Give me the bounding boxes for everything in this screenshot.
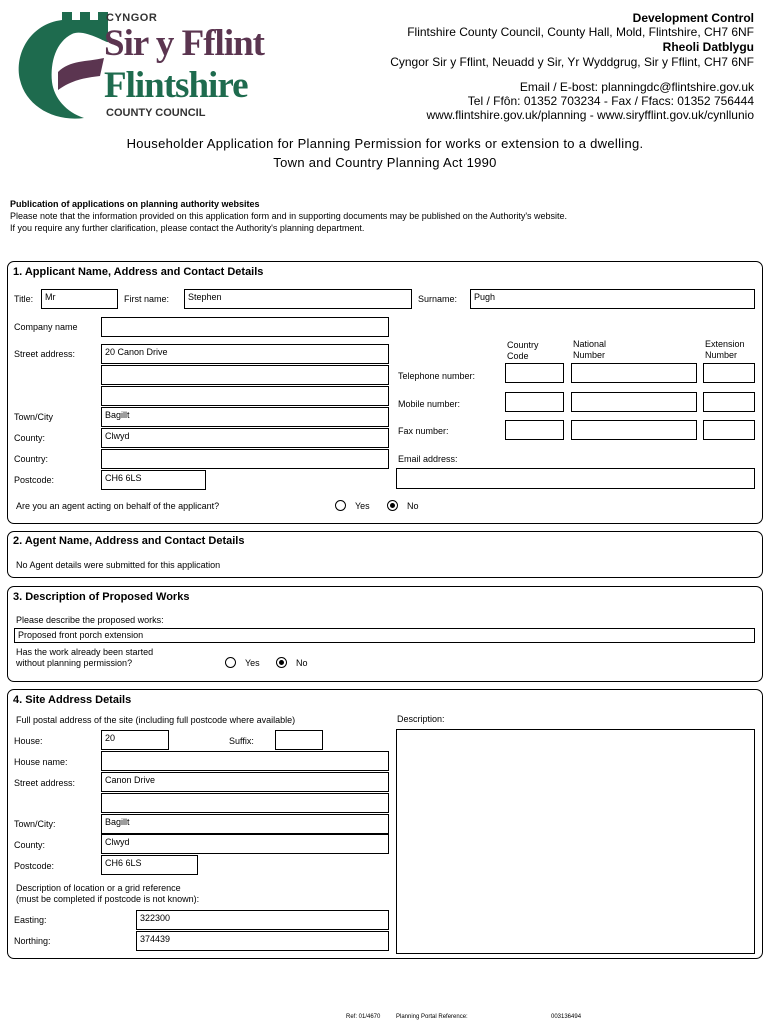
site-postcode-label: Postcode: — [14, 861, 55, 871]
mobile-country-code-field[interactable] — [505, 392, 564, 412]
town-label: Town/City — [14, 412, 54, 422]
first-name-field[interactable]: Stephen — [184, 289, 412, 309]
easting-label: Easting: — [14, 915, 47, 925]
site-description-field[interactable] — [396, 729, 755, 954]
house-name-field[interactable] — [101, 751, 389, 771]
house-label: House: — [14, 736, 43, 746]
northing-label: Northing: — [14, 936, 51, 946]
site-postcode-field[interactable]: CH6 6LS — [101, 855, 198, 875]
site-street-field-1[interactable]: Canon Drive — [101, 772, 389, 792]
street-address-label: Street address: — [14, 349, 76, 359]
started-no-label: No — [296, 658, 308, 668]
logo-flintshire: Flintshire — [104, 65, 248, 106]
fax-number-field[interactable] — [571, 420, 697, 440]
contact-web: www.flintshire.gov.uk/planning - www.siryfflint.gov.uk/cynllunio — [426, 108, 754, 122]
street-address-field-1[interactable]: 20 Canon Drive — [101, 344, 389, 364]
national-number-header-2: Number — [573, 350, 606, 360]
footer-portal-label: Planning Portal Reference: — [396, 1014, 468, 1020]
house-name-label: House name: — [14, 757, 68, 767]
dept-name-welsh: Rheoli Datblygu — [662, 40, 754, 54]
site-county-label: County: — [14, 840, 46, 850]
logo-sir-y-fflint: Sir y Fflint — [104, 23, 264, 64]
surname-field[interactable]: Pugh — [470, 289, 755, 309]
site-street-label: Street address: — [14, 778, 76, 788]
fax-country-code-field[interactable] — [505, 420, 564, 440]
telephone-country-code-field[interactable] — [505, 363, 564, 383]
extension-header-2: Number — [705, 350, 738, 360]
agent-none-text: No Agent details were submitted for this application — [16, 560, 221, 570]
mobile-extension-field[interactable] — [703, 392, 755, 412]
postcode-label: Postcode: — [14, 475, 55, 485]
email-label: Email address: — [398, 454, 458, 464]
section-1-title: 1. Applicant Name, Address and Contact Details — [13, 266, 264, 278]
dept-address-welsh: Cyngor Sir y Fflint, Neuadd y Sir, Yr Wyddgrug, Sir y Fflint, CH7 6NF — [390, 55, 754, 69]
site-town-field[interactable]: Bagillt — [101, 814, 389, 834]
fax-label: Fax number: — [398, 426, 449, 436]
street-address-field-2[interactable] — [101, 365, 389, 385]
company-name-field[interactable] — [101, 317, 389, 337]
country-code-header-2: Code — [507, 351, 529, 361]
house-field[interactable]: 20 — [101, 730, 169, 750]
site-street-field-2[interactable] — [101, 793, 389, 813]
surname-label: Surname: — [418, 294, 458, 304]
agent-no-radio[interactable] — [387, 500, 398, 511]
started-yes-radio[interactable] — [225, 657, 236, 668]
works-description-field[interactable]: Proposed front porch extension — [14, 628, 755, 643]
country-field[interactable] — [101, 449, 389, 469]
telephone-extension-field[interactable] — [703, 363, 755, 383]
publication-heading: Publication of applications on planning authority websites — [10, 199, 260, 209]
easting-field[interactable]: 322300 — [136, 910, 389, 930]
location-desc-line-1: Description of location or a grid reference — [16, 883, 181, 893]
first-name-label: First name: — [124, 294, 170, 304]
northing-field[interactable]: 374439 — [136, 931, 389, 951]
publication-note-2: If you require any further clarification, please contact the Authority's planning department. — [10, 223, 365, 233]
national-number-header-1: National — [573, 339, 607, 349]
section-3-title: 3. Description of Proposed Works — [13, 591, 190, 603]
contact-phone: Tel / Ffôn: 01352 703234 - Fax / Ffacs: 01352 756444 — [467, 94, 754, 108]
logo-cyngor: CYNGOR — [106, 12, 158, 24]
tower-emblem-icon — [14, 10, 109, 122]
extension-header-1: Extension — [705, 339, 745, 349]
dept-address: Flintshire County Council, County Hall, Mold, Flintshire, CH7 6NF — [407, 25, 754, 39]
telephone-number-field[interactable] — [571, 363, 697, 383]
company-name-label: Company name — [14, 322, 78, 332]
started-question-1: Has the work already been started — [16, 647, 154, 657]
town-field[interactable]: Bagillt — [101, 407, 389, 427]
publication-note-1: Please note that the information provided on this application form and in supporting documents may be published on the Authority's website. — [10, 211, 568, 221]
street-address-field-3[interactable] — [101, 386, 389, 406]
site-county-field[interactable]: Clwyd — [101, 834, 389, 854]
fax-extension-field[interactable] — [703, 420, 755, 440]
started-no-radio[interactable] — [276, 657, 287, 668]
telephone-label: Telephone number: — [398, 371, 476, 381]
email-field[interactable] — [396, 468, 755, 489]
suffix-field[interactable] — [275, 730, 323, 750]
works-prompt: Please describe the proposed works: — [16, 615, 164, 625]
postcode-field[interactable]: CH6 6LS — [101, 470, 206, 490]
agent-no-label: No — [407, 501, 419, 511]
mobile-label: Mobile number: — [398, 399, 461, 409]
section-2-title: 2. Agent Name, Address and Contact Details — [13, 535, 245, 547]
suffix-label: Suffix: — [229, 736, 254, 746]
footer-ref: Ref: 01/4670 — [346, 1014, 381, 1020]
county-label: County: — [14, 433, 46, 443]
site-town-label: Town/City: — [14, 819, 56, 829]
full-postal-label: Full postal address of the site (including full postcode where available) — [16, 715, 296, 725]
logo-county-council: COUNTY COUNCIL — [106, 107, 206, 119]
agent-yes-radio[interactable] — [335, 500, 346, 511]
council-logo — [14, 10, 274, 122]
title-label: Title: — [14, 294, 34, 304]
county-field[interactable]: Clwyd — [101, 428, 389, 448]
country-code-header-1: Country — [507, 340, 539, 350]
agent-question: Are you an agent acting on behalf of the applicant? — [16, 501, 220, 511]
location-desc-line-2: (must be completed if postcode is not known): — [16, 894, 200, 904]
mobile-number-field[interactable] — [571, 392, 697, 412]
form-subtitle: Town and Country Planning Act 1990 — [273, 155, 497, 170]
agent-yes-label: Yes — [355, 501, 370, 511]
form-title: Householder Application for Planning Permission for works or extension to a dwelling. — [126, 136, 644, 151]
footer-portal-value: 003136494 — [551, 1014, 582, 1020]
country-label: Country: — [14, 454, 49, 464]
site-description-label: Description: — [397, 714, 445, 724]
started-yes-label: Yes — [245, 658, 260, 668]
started-question-2: without planning permission? — [16, 658, 133, 668]
section-4-title: 4. Site Address Details — [13, 694, 132, 706]
contact-email: Email / E-bost: planningdc@flintshire.gov.uk — [519, 80, 754, 94]
dept-name: Development Control — [632, 11, 754, 25]
title-field[interactable]: Mr — [41, 289, 118, 309]
